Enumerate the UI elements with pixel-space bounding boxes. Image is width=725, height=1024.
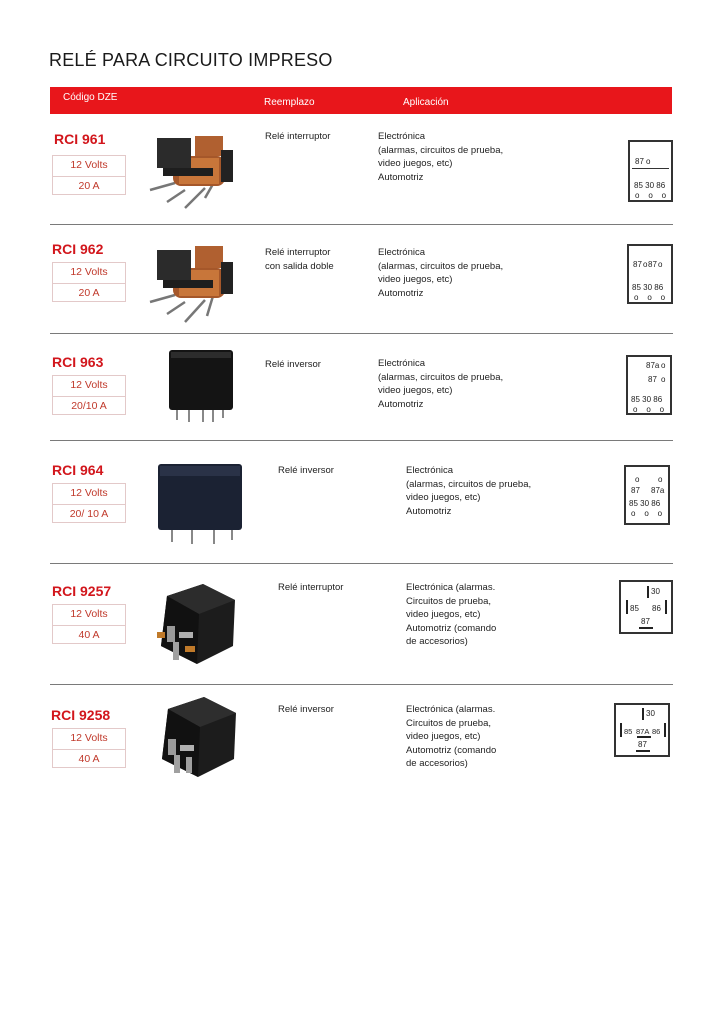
spec-box: [52, 728, 126, 768]
pin-diagram: [619, 580, 673, 634]
separator: [50, 563, 673, 564]
spec-box: [52, 604, 126, 644]
voltage: 12 Volts: [70, 266, 108, 278]
pin-label: 85 30 86: [631, 395, 663, 404]
header-code: Código DZE: [63, 92, 118, 103]
pin-diagram: 87 o 85 30 86 o o o: [628, 140, 673, 202]
current: 20 A: [53, 176, 125, 196]
current: 20/ 10 A: [53, 504, 125, 524]
pin-diagram: 87 o 87 o 85 30 86 o o o: [627, 244, 673, 304]
application-text: Electrónica (alarmas, circuitos de prueba, video juegos, etc) Automotriz: [378, 247, 504, 299]
pin-label: 87: [638, 740, 647, 749]
separator: [50, 440, 673, 441]
pin-label: 85 30 86: [629, 499, 661, 508]
separator: [50, 224, 673, 225]
pin-label: 87A: [636, 727, 650, 736]
current: 40 A: [53, 749, 125, 769]
current: 40 A: [53, 625, 125, 645]
spec-box: [52, 155, 126, 195]
application-text: Electrónica (alarmas, circuitos de prueba, video juegos, etc) Automotriz: [406, 465, 532, 517]
product-code: RCI 9257: [52, 583, 112, 599]
product-code: RCI 961: [54, 131, 106, 147]
product-code: RCI 962: [52, 241, 104, 257]
relay-photo: [145, 240, 240, 324]
voltage: 12 Volts: [70, 608, 108, 620]
voltage: 12 Volts: [70, 379, 108, 391]
spec-box: [52, 483, 126, 523]
product-code: RCI 9258: [51, 707, 111, 723]
spec-box: [52, 262, 126, 302]
application-text: Electrónica (alarmas, circuitos de prueba, video juegos, etc) Automotriz: [378, 358, 504, 410]
separator: [50, 684, 673, 685]
current: 20 A: [53, 283, 125, 303]
product-code: RCI 964: [52, 462, 104, 478]
replacement-text: Relé inversor: [278, 465, 334, 476]
voltage: 12 Volts: [70, 159, 108, 171]
relay-photo: [145, 580, 240, 672]
table-header: [50, 87, 672, 114]
pin-label: 85: [624, 727, 633, 736]
product-code: RCI 963: [52, 354, 104, 370]
pin-label: 30: [651, 587, 660, 596]
replacement-text: Relé interruptor con salida doble: [265, 247, 334, 272]
pin-label: 87: [635, 157, 644, 166]
page-title: RELÉ PARA CIRCUITO IMPRESO: [49, 50, 333, 70]
replacement-text: Relé inversor: [265, 359, 321, 370]
pin-label: 86: [652, 727, 661, 736]
replacement-text: Relé interruptor: [265, 131, 331, 142]
application-text: Electrónica (alarmas. Circuitos de prueba, video juegos, etc) Automotriz (comando de accesorios): [406, 704, 497, 769]
pin-label: 85 30 86: [632, 283, 664, 292]
pin-label: 87: [631, 486, 640, 495]
pin-label: 87: [648, 375, 657, 384]
application-text: Electrónica (alarmas, circuitos de prueba, video juegos, etc) Automotriz: [378, 131, 504, 183]
relay-photo: [152, 460, 248, 546]
voltage: 12 Volts: [70, 487, 108, 499]
header-replacement: Reemplazo: [264, 97, 315, 108]
pin-label: 86: [652, 604, 661, 613]
separator: [50, 333, 673, 334]
pin-diagram: o o 87 87a 85 30 86 o o o: [624, 465, 670, 525]
application-text: Electrónica (alarmas. Circuitos de prueba, video juegos, etc) Automotriz (comando de accesorios): [406, 582, 497, 647]
relay-photo: [145, 128, 240, 210]
header-application: Aplicación: [403, 97, 449, 108]
pin-label: 87a: [646, 361, 660, 370]
pin-diagram: [614, 703, 670, 757]
pin-label: 30: [646, 709, 655, 718]
pin-label: 87a: [651, 486, 665, 495]
pin-label: 85 30 86: [634, 181, 666, 190]
relay-photo: [148, 693, 240, 785]
replacement-text: Relé interruptor: [278, 582, 344, 593]
relay-photo: [165, 346, 237, 424]
pin-label: 87: [633, 260, 642, 269]
replacement-text: Relé inversor: [278, 704, 334, 715]
pin-label: 85: [630, 604, 639, 613]
current: 20/10 A: [53, 396, 125, 416]
pin-diagram: 87a o 87 o 85 30 86 o o o: [626, 355, 672, 415]
pin-label: 87: [648, 260, 657, 269]
voltage: 12 Volts: [70, 732, 108, 744]
pin-label: 87: [641, 617, 650, 626]
spec-box: [52, 375, 126, 415]
